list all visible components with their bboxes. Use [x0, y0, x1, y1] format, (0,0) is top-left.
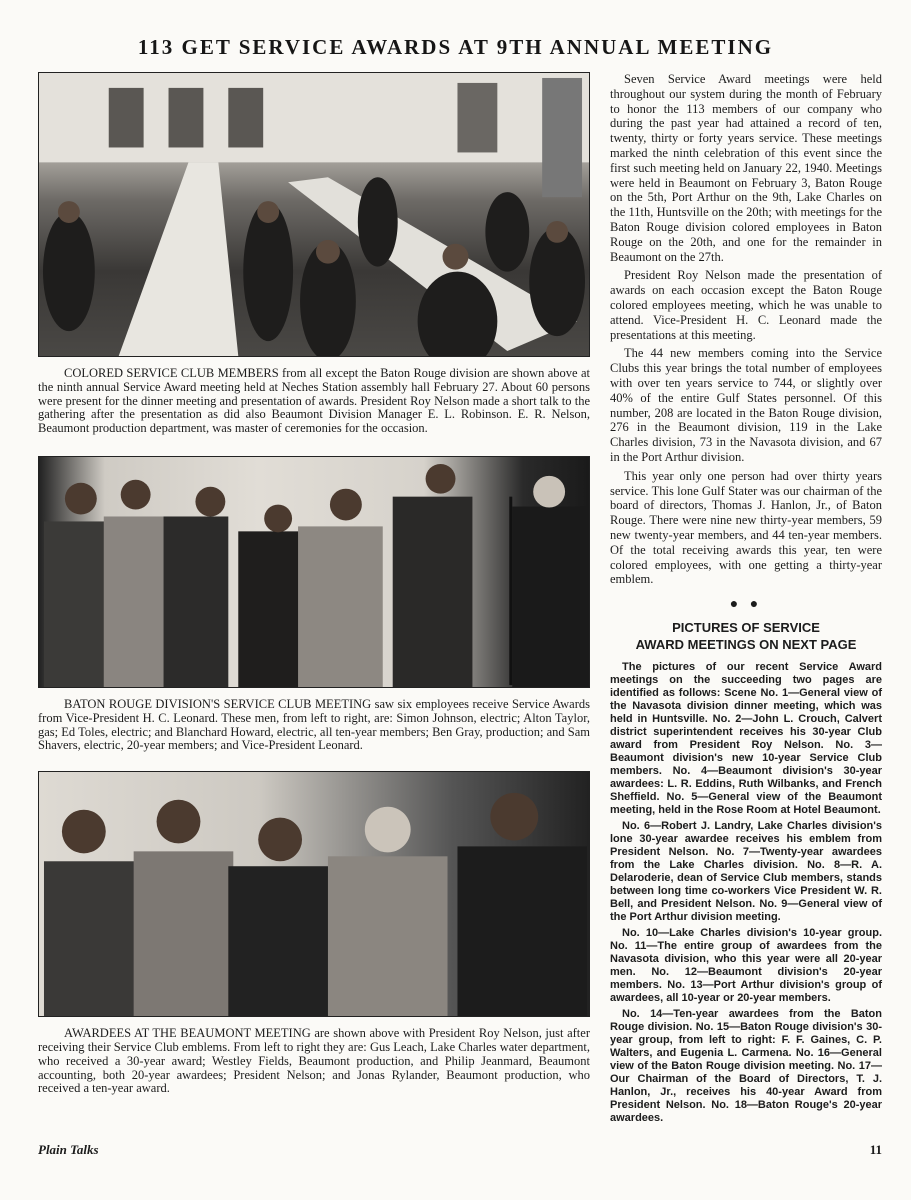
photo-column — [38, 72, 590, 1096]
sidebar-paragraph: No. 6—Robert J. Landry, Lake Charles division's lone 30-year awardee receives his emblem from President Nelson. No. 7—Twenty-year awardees from the Lake Charles division. No. 8—R. A. Delaroderie, dean of Service Club members, stands between long time co-workers Vice President W. R. Bell, and President Nelson. No. 9—General view of the Port Arthur division meeting. — [610, 820, 882, 924]
sidebar-heading-line: PICTURES OF SERVICE — [672, 620, 820, 636]
photo-beaumont-awardees — [38, 771, 590, 1017]
photo-caption: AWARDEES AT THE BEAUMONT MEETING are shown above with President Roy Nelson, just after receiving their Service Club emblems. From left to right they are: Gus Leach, Lake Charles water department, who received a 30-year award; Westley Fields, Beaumont production, and Philip Jeanmard, Beaumont accounting, both 20-year awardees; President Nelson; and Jonas Rylander, Beaumont production, who received a ten-year award. — [38, 1026, 590, 1096]
page-footer — [38, 1142, 882, 1158]
columns — [0, 72, 911, 1128]
sidebar-paragraph: No. 14—Ten-year awardees from the Baton Rouge division. No. 15—Baton Rouge division's 30-year group, from left to right: F. F. Gaines, C. P. Walters, and Eugenia L. Carmena. No. 16—General view of the Baton Rouge division meeting. No. 17—Our Chairman of the Board of Directors, T. J. Hanlon, Jr., receives his 40-year Award from President Nelson. No. 18—Baton Rouge's 20-year awardees. — [610, 1008, 882, 1125]
text-column — [610, 72, 882, 1128]
sidebar-heading-line: AWARD MEETINGS ON NEXT PAGE — [635, 637, 857, 653]
publication-name: Plain Talks — [38, 1142, 99, 1158]
photo-dinner-meeting — [38, 72, 590, 357]
photo-baton-rouge-group — [38, 456, 590, 688]
article-paragraph: This year only one person had over thirty years service. This lone Gulf Stater was our chairman of the board of directors, Thomas J. Hanlon, Jr., of Baton Rouge. There were nine new thirty-year members, 59 new twenty-year members, and 44 ten-year members. Of the total receiving awards this year, ten were colored employees, with one getting a thirty-year emblem. — [610, 468, 882, 587]
article-paragraph: President Roy Nelson made the presentation of awards on each occasion except the Baton Rouge colored employees meeting, which he was unable to attend. Vice-President H. C. Leonard made the presentations at this meeting. — [610, 268, 882, 342]
article-body — [610, 72, 882, 591]
page-number: 11 — [869, 1142, 882, 1158]
separator-dots: ● ● — [729, 597, 763, 613]
headline: 113 GET SERVICE AWARDS AT 9TH ANNUAL MEETING — [137, 35, 774, 59]
sidebar-paragraph: The pictures of our recent Service Award meetings on the succeeding two pages are identified as follows: Scene No. 1—General view of the Navasota division dinner meeting, which was held in Huntsville. No. 2—John L. Crouch, Calvert district superintendent receives his 30-year Club award from President Roy Nelson. No. 3—Beaumont division's new 10-year Service Club members. No. 4—Beaumont division's 30-year awardees: L. R. Eddins, Ruth Wilbanks, and French Sheffield. No. 5—General view of the Beaumont meeting, held in the Rose Room at Hotel Beaumont. — [610, 661, 882, 817]
sidebar-heading — [610, 619, 882, 653]
article-paragraph: Seven Service Award meetings were held throughout our system during the month of February to honor the 113 members of our company who during the past year had attained a record of ten, twenty, thirty or forty years service. These meetings marked the ninth celebration of this event since the first such meeting held on January 22, 1940. Meetings were held in Beaumont on February 3, Baton Rouge on the 5th, Port Arthur on the 9th, Lake Charles on the 11th, Huntsville on the 20th; with meetings for the Baton Rouge division colored employees in Baton Rouge on the 20th, and one for the remainder in Beaumont on the 27th. — [610, 72, 882, 264]
sidebar-body — [610, 661, 882, 1128]
sidebar-paragraph: No. 10—Lake Charles division's 10-year group. No. 11—The entire group of awardees from the Navasota division, who this year were all 20-year men. No. 12—Beaumont division's 20-year members. No. 13—Port Arthur division's group of awardees, all 10-year or 20-year members. — [610, 927, 882, 1005]
photo-caption: BATON ROUGE DIVISION'S SERVICE CLUB MEETING saw six employees receive Service Awards from Vice-President H. C. Leonard. These men, from left to right, are: Simon Johnson, electric; Alton Taylor, gas; Ed Toles, electric; and Blanchard Howard, electric, all ten-year members; Ben Gray, production; and Sam Shavers, electric, 20-year members; and Vice-President Leonard. — [38, 696, 590, 753]
photo-caption: COLORED SERVICE CLUB MEMBERS from all except the Baton Rouge division are shown above at the ninth annual Service Award meeting held at Neches Station assembly hall February 27. About 60 persons were present for the dinner meeting and presentation of awards. President Roy Nelson made a short talk to the gathering after the presentation as did also Beaumont Division Manager E. L. Robinson. E. R. Nelson, Beaumont production department, was master of ceremonies for the occasion. — [38, 366, 590, 436]
article-paragraph: The 44 new members coming into the Service Clubs this year brings the total number of employees with over ten years service to 744, or slightly over 40% of the entire Gulf States personnel. Of this number, 208 are located in the Baton Rouge division, 276 in the Beaumont division, 119 in the Lake Charles division, 73 in the Navasota division, and 67 in the Port Arthur division. — [610, 346, 882, 464]
